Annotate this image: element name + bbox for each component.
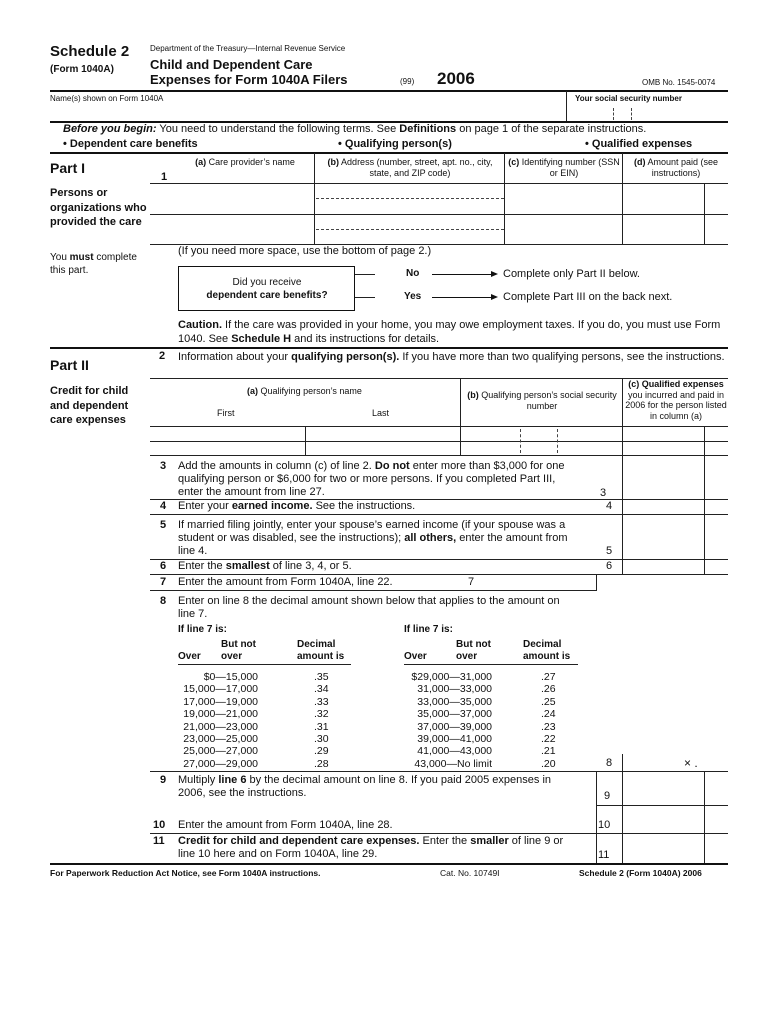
qp1-ssn[interactable] [462, 427, 620, 440]
decimal-table-row [393, 721, 556, 733]
line-11-box-label: 11 [598, 849, 610, 861]
income-range: 37,000—39,000 [417, 720, 492, 733]
col-d-letter: (d) [633, 157, 646, 167]
right-over: Over [404, 651, 427, 662]
col-c-letter: (c) [508, 157, 520, 167]
schedule-h: Schedule H [231, 333, 292, 345]
provider-id-1[interactable] [506, 185, 620, 212]
no-instruction: Complete only Part II below. [503, 268, 640, 280]
line-5-box-label: 5 [606, 545, 613, 557]
decimal-value: .25 [541, 695, 556, 708]
line5-b: all others, [404, 532, 457, 544]
decimal-value: .24 [541, 708, 556, 721]
p2-col-c-text: you incurred and paid in 2006 for the person listed in column (a) [625, 389, 727, 421]
before-text: You need to understand the following terms. See [156, 123, 400, 135]
left-if-line7: If line 7 is: [178, 624, 227, 635]
col-b-letter: (b) [327, 157, 340, 167]
yes-arrow-icon [432, 297, 492, 298]
before-lead: Before you begin: [63, 123, 157, 135]
ssn-field[interactable] [570, 106, 726, 120]
line-5-text [178, 519, 578, 558]
decimal-value: .28 [314, 757, 329, 770]
code: (99) [400, 77, 415, 86]
no-arrow-icon [432, 274, 492, 275]
yes-instruction: Complete Part III on the back next. [503, 291, 673, 303]
p2-col-b-letter: (b) [467, 390, 479, 400]
must-a: You [50, 252, 70, 263]
line-8-text: Enter on line 8 the decimal amount shown below that applies to the amount on line 7. [178, 595, 560, 620]
definitions-term: Definitions [399, 123, 457, 135]
income-range: 23,000—25,000 [183, 733, 258, 746]
qp2-ssn[interactable] [462, 442, 620, 454]
last-name-header: Last [372, 408, 390, 418]
line3-a: Add the amounts in column (c) of line 2. [178, 460, 375, 472]
income-range: 31,000—33,000 [417, 683, 492, 696]
qp2-expenses[interactable] [624, 442, 702, 454]
income-range: 27,000—29,000 [183, 757, 258, 770]
line-4-text [178, 500, 415, 512]
decimal-table-row [170, 721, 329, 733]
part1-title: Part I [50, 160, 86, 176]
income-range: 17,000—19,000 [183, 695, 258, 708]
line-1-number: 1 [161, 171, 168, 183]
p1-col-d-header [624, 157, 728, 179]
line2-a: Information about your [178, 351, 292, 363]
decimal-table-row [393, 696, 556, 708]
right-decimal: Decimal [523, 639, 562, 650]
question-line-1: Did you receive [232, 277, 302, 288]
col-c-text: Identifying number (SSN or EIN) [519, 157, 620, 178]
provider-address-2[interactable] [316, 216, 502, 243]
decimal-table-row [393, 745, 556, 757]
income-range: 15,000—17,000 [183, 683, 258, 696]
ssn-label: Your social security number [575, 94, 682, 103]
line-4-box-label: 4 [606, 500, 613, 512]
line11-b: Enter the [419, 835, 471, 847]
omb-number: OMB No. 1545-0074 [642, 78, 716, 87]
amount-paid-1[interactable] [624, 185, 702, 212]
right-but-not: But not [456, 639, 491, 650]
line6-a: Enter the [178, 560, 226, 572]
line-7-number: 7 [160, 576, 167, 588]
line-9-box-label: 9 [604, 790, 611, 802]
p2-col-b-text: Qualifying person’s social security number [478, 390, 617, 411]
line-2-text [178, 350, 730, 364]
right-if-line7: If line 7 is: [404, 624, 453, 635]
paperwork-notice: For Paperwork Reduction Act Notice, see Form 1040A instructions. [50, 868, 321, 878]
qp1-last-name[interactable] [307, 427, 458, 440]
line9-b: line 6 [218, 774, 247, 786]
before-tail: on page 1 of the separate instructions. [456, 123, 647, 135]
question-line-2: dependent care benefits? [206, 290, 328, 301]
part2-subtitle: Credit for child and dependent care expenses [50, 385, 129, 426]
decimal-table-row [393, 671, 556, 683]
yes-option[interactable]: Yes [404, 291, 422, 302]
decimal-table-row [170, 696, 329, 708]
must-b: must [69, 252, 94, 263]
decimal-value: .33 [314, 695, 329, 708]
line-6-amount[interactable] [624, 560, 704, 573]
income-range: 25,000—27,000 [183, 745, 258, 758]
line-3-number: 3 [160, 460, 167, 472]
line-7-amount[interactable] [484, 576, 594, 589]
line-2-number: 2 [159, 350, 166, 362]
title-line-2: Expenses for Form 1040A Filers [150, 72, 348, 87]
left-but-not: But not [221, 639, 256, 650]
decimal-table-row [170, 745, 329, 757]
line4-c: See the instructions. [312, 500, 416, 512]
line4-b: earned income. [231, 500, 313, 512]
income-range: 41,000—43,000 [417, 745, 492, 758]
term-qualified-expenses: • Qualified expenses [585, 138, 693, 150]
names-label: Name(s) shown on Form 1040A [50, 94, 164, 103]
line-10-amount[interactable] [624, 806, 704, 832]
decimal-table-row [393, 758, 556, 770]
part2-title: Part II [50, 357, 89, 373]
part1-must-note [50, 251, 140, 277]
decimal-value: .26 [541, 683, 556, 696]
decimal-value: .21 [541, 745, 556, 758]
line3-c: enter more than $3,000 for one qualifying person or $6,000 for two or more persons. If you completed Part III, enter the amount from line 27. [178, 460, 565, 498]
line-10-text: Enter the amount from Form 1040A, line 28. [178, 819, 393, 831]
income-range: 33,000—35,000 [417, 695, 492, 708]
line-3-text [178, 460, 578, 499]
line-9-text [178, 774, 578, 800]
line-10-number: 10 [153, 819, 166, 831]
line-7-text: Enter the amount from Form 1040A, line 22. [178, 576, 393, 588]
decimal-table-row [393, 683, 556, 695]
decimal-table-left [170, 671, 329, 770]
decimal-value: .22 [541, 733, 556, 746]
term-dependent-care: • Dependent care benefits [63, 138, 198, 150]
part1-subtitle: Persons or organizations who provided the care [50, 187, 147, 228]
decimal-value: .23 [541, 720, 556, 733]
qp2-last-name[interactable] [307, 442, 458, 454]
line-5-amount[interactable] [624, 516, 704, 558]
decimal-table-row [393, 708, 556, 720]
line6-b: smallest [225, 560, 270, 572]
p2-col-a-header [152, 386, 457, 396]
first-name-header: First [217, 408, 235, 418]
left-over: Over [178, 651, 201, 662]
decimal-value: .34 [314, 683, 329, 696]
p1-col-c-header [506, 157, 622, 179]
line4-a: Enter your [178, 500, 232, 512]
income-range: 35,000—37,000 [417, 708, 492, 721]
caution-tail: and its instructions for details. [291, 333, 440, 345]
decimal-table-right [393, 671, 556, 770]
caution-note [178, 318, 730, 346]
col-a-letter: (a) [195, 157, 207, 167]
name-field[interactable] [48, 104, 564, 120]
line-6-box-label: 6 [606, 560, 613, 572]
caution-lead: Caution. [178, 319, 222, 331]
caution-text: If the care was provided in your home, you may owe employment taxes. If you do, you must use Form 1040. See [178, 319, 721, 345]
decimal-value: .32 [314, 708, 329, 721]
p1-col-a-header [176, 157, 314, 168]
qp2-first-name[interactable] [152, 442, 303, 454]
line-6-text [178, 560, 352, 572]
left-amount-is: amount is [297, 651, 345, 662]
line9-a: Multiply [178, 774, 219, 786]
decimal-value: .27 [541, 671, 556, 683]
col-d-text: Amount paid (see instructions) [645, 157, 719, 178]
line-8-decimal[interactable] [624, 755, 704, 771]
decimal-table-row [170, 683, 329, 695]
line6-c: of line 3, 4, or 5. [269, 560, 352, 572]
income-range: 43,000—No limit [414, 757, 492, 770]
catalog-number: Cat. No. 10749I [440, 868, 500, 878]
qp1-first-name[interactable] [152, 427, 303, 440]
line9-c: by the decimal amount on line 8. If you paid 2005 expenses in 2006, see the instructions. [178, 774, 551, 799]
left-decimal: Decimal [297, 639, 336, 650]
line-4-number: 4 [160, 500, 167, 512]
line11-a: Credit for child and dependent care expenses. [178, 835, 420, 847]
before-you-begin [63, 123, 646, 135]
income-range: $0—15,000 [203, 671, 258, 683]
line5-a: If married filing jointly, enter your spouse’s earned income (if your spouse was a student or was disabled, see the instructions); [178, 519, 566, 544]
line-8-number: 8 [160, 595, 167, 607]
decimal-table-row [170, 758, 329, 770]
more-space-note: (If you need more space, use the bottom of page 2.) [178, 245, 432, 257]
right-amount-is: amount is [523, 651, 571, 662]
col-b-text: Address (number, street, apt. no., city, state, and ZIP code) [339, 157, 493, 178]
line-9-amount[interactable] [624, 773, 704, 804]
decimal-value: .20 [541, 757, 556, 770]
income-range: 39,000—41,000 [417, 733, 492, 746]
line-11-number: 11 [153, 835, 165, 847]
line-3-amount[interactable] [624, 458, 704, 498]
left-over2: over [221, 651, 243, 662]
provider-id-2[interactable] [506, 216, 620, 243]
decimal-table-row [170, 733, 329, 745]
line-11-amount[interactable] [624, 834, 704, 862]
line-8-decimal-mark: × . [684, 756, 698, 770]
p2-col-a-text: Qualifying person’s name [258, 386, 362, 396]
line-4-amount[interactable] [624, 500, 704, 513]
line11-c: smaller [470, 835, 509, 847]
line-8-box-label: 8 [606, 757, 613, 769]
income-range: 19,000—21,000 [183, 708, 258, 721]
p2-col-a-letter: (a) [247, 386, 259, 396]
decimal-value: .35 [314, 671, 329, 683]
tax-year: 2006 [437, 69, 475, 88]
line-10-box-label: 10 [598, 819, 611, 831]
department: Department of the Treasury—Internal Revenue Service [150, 44, 346, 53]
benefits-question [178, 276, 356, 302]
form-number: (Form 1040A) [50, 64, 114, 75]
provider-name-2[interactable] [152, 216, 312, 243]
line-11-text [178, 835, 578, 861]
right-over2: over [456, 651, 478, 662]
line-6-number: 6 [160, 560, 167, 572]
col-a-text: Care provider’s name [206, 157, 295, 167]
title-line-1: Child and Dependent Care [150, 57, 313, 72]
must-c: complete this part. [50, 252, 137, 276]
p1-col-b-header [316, 157, 504, 179]
no-option[interactable]: No [406, 268, 420, 279]
line11-d: of line 9 or line 10 here and on Form 1040A, line 29. [178, 835, 564, 860]
line-7-box-label: 7 [468, 576, 475, 588]
line2-b: qualifying person(s). [291, 351, 400, 363]
income-range: $29,000—31,000 [411, 671, 492, 683]
footer-schedule: Schedule 2 (Form 1040A) 2006 [579, 868, 702, 878]
provider-address-1[interactable] [316, 185, 502, 212]
decimal-table-row [393, 733, 556, 745]
line5-c: enter the amount from line 4. [178, 532, 568, 557]
income-range: 21,000—23,000 [183, 720, 258, 733]
amount-paid-2[interactable] [624, 216, 702, 243]
form-title [150, 57, 348, 87]
p2-col-c-letter: (c) Qualified expenses [628, 379, 724, 389]
decimal-value: .29 [314, 745, 329, 758]
qp1-expenses[interactable] [624, 427, 702, 440]
decimal-value: .31 [314, 720, 329, 733]
line-5-number: 5 [160, 519, 167, 531]
p2-col-c-header [624, 379, 728, 421]
line2-c: If you have more than two qualifying persons, see the instructions. [399, 351, 725, 363]
provider-name-1[interactable] [152, 185, 312, 212]
term-qualifying-person: • Qualifying person(s) [338, 138, 452, 150]
line-3-box-label: 3 [600, 487, 607, 499]
p2-col-b-header [462, 390, 622, 412]
decimal-value: .30 [314, 733, 329, 746]
schedule-title: Schedule 2 [50, 43, 130, 60]
line3-b: Do not [374, 460, 410, 472]
decimal-table-row [170, 708, 329, 720]
line-9-number: 9 [160, 774, 167, 786]
decimal-table-row [170, 671, 329, 683]
